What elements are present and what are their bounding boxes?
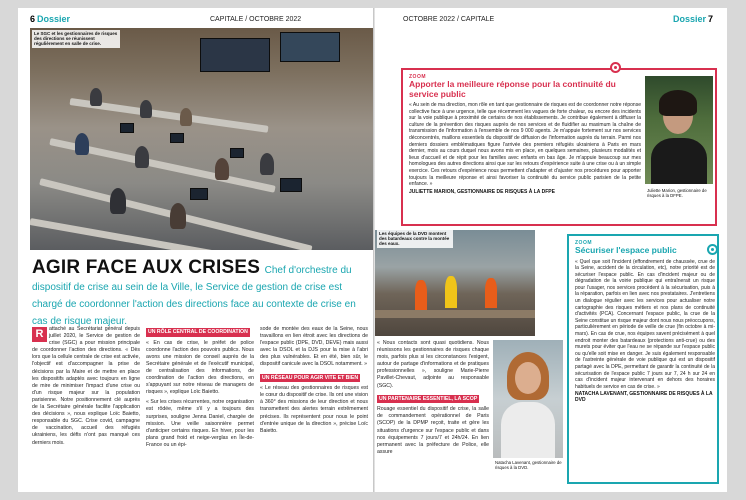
column-3-text-b: « Le réseau des gestionnaires de risques est le cœur du dispositif de crise. Ils ont une vision à 360° des missions de leur direction et nous transmettent des alertes terrain extrêmement précises. Ils représentent pour nous le point d'entrée unique de la direction », précise Loïc Baietto. [260,385,368,434]
column-2 [146,326,254,452]
subhead-scop: UN PARTENAIRE ESSENTIEL, LA SCOP [379,395,478,402]
right-page-magazine: OCTOBRE 2022 / CAPITALE [403,16,495,23]
left-page [18,8,373,492]
right-column-text-b: Rouage essentiel du dispositif de crise, la salle de commandement opérationnel de Paris (SCOP) de la DPMP reçoit, traite et gère les situations d'urgence sur l'espace public et dans nos équipements 7 jours/7 et 24h/24. En lien permanent avec la préfecture de Police, elle assure [377,406,489,455]
zoom-tag: ZOOM [409,74,426,80]
zoom-2-text [575,240,715,403]
magazine-name: CAPITALE [460,16,495,23]
zoom-signature: JULIETTE MARION, GESTIONNAIRE DE RISQUES À LA DFPE [409,188,555,195]
zoom-body: « Au sein de ma direction, mon rôle en tant que gestionnaire de risques est de coordonner notre réponse collective face à une urgence, telle que récemment les vagues de forte chaleur, ou encore des incidents sur la voie publique à proximité de certains de nos établissements. Je contribue également à diffuser la culture de la prévention des risques auprès de nos services et de fluidifier au maximum la chaîne de transmission de l'information à l'ensemble de nos 9 000 agents. Je m'appuie fortement sur nos services déconcentrés, maillons essentiels du dispositif de diffusion de l'information auprès du terrain. Parmi nos derniers dossiers emblématiques figure l'arrivée des premiers réfugiés ukrainiens à Paris en mars dernier, mois au cours duquel nous avons mis en place, en quelques semaines, plusieurs modalités et lieux d'accueil et de répit pour les familles avec enfants en bas âge. Je m'appuie beaucoup sur mes homologues des autres directions ainsi que sur les retours d'expérience suite à une crise ou à un simple exercice. Ces retours d'expérience nous permettent d'adapter et d'ajuster nos procédures pour apporter toujours la meilleure réponse et ainsi favoriser la continuité du service public parisien de la petite enfance. » [409,102,641,188]
portrait-caption: Juliette Marion, gestionnaire de risques à la DFPE. [647,188,707,199]
issue-date: OCTOBRE 2022 [249,16,302,23]
column-2-text-b: « Sur les crises récurrentes, notre organisation est rôdée, même s'il y a toujours des surprises, souligne Jenna Daniel, chargée de mission. Une veille saisonnière permet d'anticiper certains risques. En hiver, pour les plans grand froid et neige-verglas en Île-de-France ou un épi- [146,399,254,448]
juliette-marion-portrait [645,76,713,184]
column-2-text-a: « En cas de crise, le préfet de police coordonne l'action des pouvoirs publics. Nous avons une mission de conseil auprès de la Secrétaire générale et de l'exécutif municipal, de centralisation des informations, de coordination de l'action des directions, en s'appuyant sur notre réseau de managers de risques », explique Loïc Baietto. [146,339,254,396]
crisis-room-photo [30,28,373,250]
right-page-header [673,14,713,24]
photo-caption: Le SGC et les gestionnaires de risques des directions se réunissent régulièrement en salle de crise. [32,30,120,48]
left-page-magazine: CAPITALE / OCTOBRE 2022 [210,16,302,23]
zoom-tag: ZOOM [575,240,592,246]
zoom-title: Sécuriser l'espace public [575,245,677,255]
issue-date: OCTOBRE 2022 [403,16,456,23]
column-1-text: attaché au Secrétariat général depuis juillet 2020, le Service de gestion de crise (SGC) a pour mission principale de coordonner l'action des directions. « Dès lors que la cellule centrale de crise est activée, l'objectif est d'accompagner la prise de décisions par la Maire et de mettre en place les dispositifs adaptés avec toujours en ligne de mire de minimiser l'impact d'une crise ou d'un risque majeur sur la population parisienne. Notre positionnement clé auprès de la Secrétaire générale facilite l'application des décisions », nous explique Loïc Baietto, responsable du SGC. Crise covid, campagne de vaccination, accueil des réfugiés ukrainiens, les défis n'ont pas manqué ces derniers mois. [32,326,140,446]
column-1 [32,326,140,447]
page-number: 6 [30,14,36,24]
subhead-coordination: UN RÔLE CENTRAL DE COORDINATION [148,329,248,335]
zoom-box-dfpe [401,68,717,226]
section-label: Dossier [673,14,707,24]
page-number: 7 [707,14,713,24]
zoom-1-marker-icon [610,62,621,73]
natacha-lavenant-portrait [493,340,563,458]
column-3 [260,326,368,438]
zoom-1-text [409,74,641,195]
zoom-body: « Quel que soit l'incident (effondrement de chaussée, crue de la Seine, accident de la circulation, etc), notre priorité est de sécuriser l'espace public. En cas d'incident majeur ou de dégradation de la voirie publique qui entraînerait un risque pour l'usager, nos services procèdent à la sécurisation, puis à la réparation, parfois en lien avec nos prestataires. J'entretiens un dialogue régulier avec les services pour actualiser notre cartographie des risques métiers et nos plans de continuité d'activités (PCA). Concernant l'espace public, la crue de la Seine constitue un risque majeur dont nous nous préoccupons, particulièrement en période de veille de crue (fin octobre à mi-mars). En cas de crue, nos équipes savent précisément à quel endroit monter des batardeaux (protections anti-crue) ou des murets pour éviter que l'eau ne se répande sur l'espace public ou qu'elle soit mise en danger. Je suis également responsable de l'astreinte générale de voie publique qui est un dispositif partagé avec la DPE, permettant de garantir la continuité de la sécurisation de l'espace public 7 jours sur 7, 24 h sur 24 en cas d'incident majeur intervenant en dehors des horaires habituels de service en cas de crise. » [575,258,715,390]
right-column-text-a: « Nous contacts sont quasi quotidiens. Nous réunissons les gestionnaires de risques chaque mois, parfois plus si les circonstances l'exigent, autour de partage d'informations et de pratiques professionnelles », souligne Marie-Pierre Pavillet-Chevaut, adjointe au responsable (SGC). [377,340,489,389]
zoom-signature: NATACHA LAVENANT, GESTIONNAIRE DE RISQUES À LA DVD [575,391,713,404]
lead-paragraph: Chef d'orchestre du dispositif de crise au sein de la Ville, le Service de gestion de crise est chargé de coordonner l'action des directions face au contexte de crise en cas de risque majeur. [32,265,356,327]
right-page [375,8,727,492]
headline: AGIR FACE AUX CRISES [32,257,261,278]
zoom-title: Apporter la meilleure réponse pour la continuité du service public [409,79,616,99]
left-page-header [30,14,70,24]
section-label: Dossier [36,14,70,24]
drop-cap: R [32,327,47,342]
article-title-block [32,258,367,328]
magazine-name: CAPITALE [210,16,244,23]
dvd-photo-caption: Les équipes de la DVD montent des batardeaux contre la montée des eaux. [377,230,453,248]
subhead-network: UN RÉSEAU POUR AGIR VITE ET BIEN [262,374,359,381]
portrait-2-caption: Natacha Lavenant, gestionnaire de risques à la DVD. [495,460,562,471]
zoom-2-marker-icon [707,244,718,255]
column-3-text-a: sode de montée des eaux de la Seine, nous travaillons en lien étroit avec les directions de l'espace public (DPE, DVD, DEVE) mais aussi avec la DSOL et la DJS pour la mise à l'abri des plus vulnérables. Et en été, bien sûr, le dispositif canicule avec la DSOL notamment. » [260,326,368,368]
right-column [377,340,489,459]
zoom-box-dvd [567,234,719,484]
